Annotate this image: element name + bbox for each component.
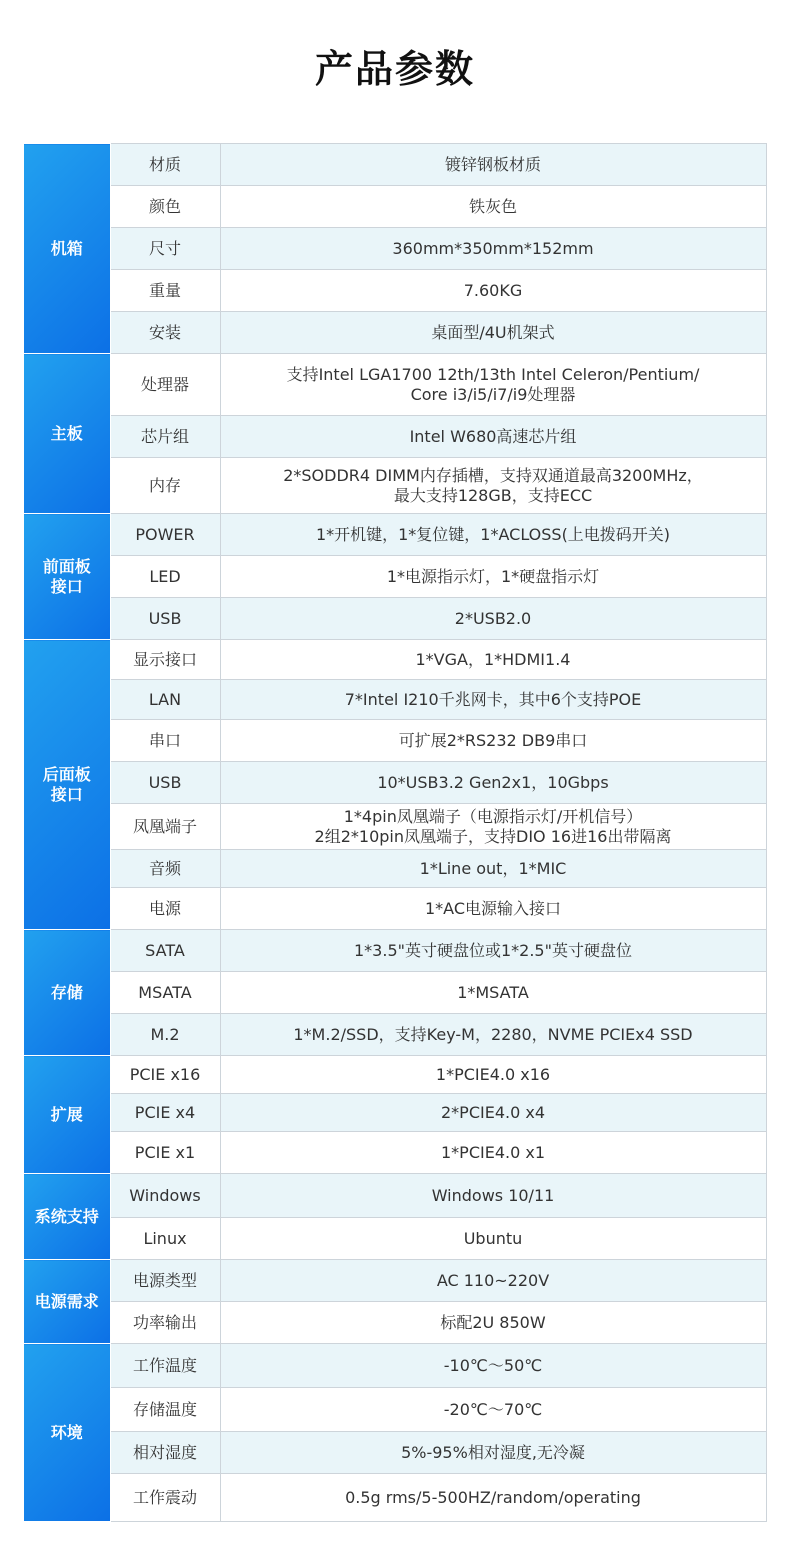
spec-label: 存储温度 bbox=[110, 1388, 220, 1432]
spec-row bbox=[24, 1432, 766, 1474]
spec-value: 1*PCIE4.0 x16 bbox=[220, 1056, 766, 1094]
spec-value: 2*USB2.0 bbox=[220, 598, 766, 640]
spec-value: 1*4pin凤凰端子（电源指示灯/开机信号） 2组2*10pin凤凰端子，支持DIO 16进16出带隔离 bbox=[220, 804, 766, 850]
spec-row bbox=[24, 1344, 766, 1388]
spec-value: 1*3.5"英寸硬盘位或1*2.5"英寸硬盘位 bbox=[220, 930, 766, 972]
spec-row bbox=[24, 144, 766, 186]
spec-value: 铁灰色 bbox=[220, 186, 766, 228]
spec-row bbox=[24, 556, 766, 598]
spec-row bbox=[24, 354, 766, 416]
spec-value: 1*VGA，1*HDMI1.4 bbox=[220, 640, 766, 680]
spec-label: 尺寸 bbox=[110, 228, 220, 270]
spec-label: 功率输出 bbox=[110, 1302, 220, 1344]
spec-row bbox=[24, 1056, 766, 1094]
spec-label: 凤凰端子 bbox=[110, 804, 220, 850]
spec-row bbox=[24, 186, 766, 228]
spec-label: Windows bbox=[110, 1174, 220, 1218]
spec-row bbox=[24, 804, 766, 850]
spec-row bbox=[24, 1218, 766, 1260]
spec-label: 串口 bbox=[110, 720, 220, 762]
spec-label: 工作震动 bbox=[110, 1474, 220, 1522]
section-category: 系统支持 bbox=[24, 1174, 110, 1260]
section-category: 后面板 接口 bbox=[24, 640, 110, 930]
spec-row bbox=[24, 1132, 766, 1174]
spec-label: LED bbox=[110, 556, 220, 598]
spec-label: 电源 bbox=[110, 888, 220, 930]
spec-value: 1*MSATA bbox=[220, 972, 766, 1014]
spec-row bbox=[24, 1014, 766, 1056]
spec-value: AC 110~220V bbox=[220, 1260, 766, 1302]
spec-row bbox=[24, 270, 766, 312]
spec-row bbox=[24, 514, 766, 556]
spec-label: POWER bbox=[110, 514, 220, 556]
spec-label: 重量 bbox=[110, 270, 220, 312]
spec-value: -20℃～70℃ bbox=[220, 1388, 766, 1432]
spec-label: 安装 bbox=[110, 312, 220, 354]
spec-row bbox=[24, 1174, 766, 1218]
spec-value: 标配2U 850W bbox=[220, 1302, 766, 1344]
spec-row bbox=[24, 762, 766, 804]
spec-row bbox=[24, 850, 766, 888]
spec-label: MSATA bbox=[110, 972, 220, 1014]
spec-value: 1*电源指示灯，1*硬盘指示灯 bbox=[220, 556, 766, 598]
spec-row bbox=[24, 416, 766, 458]
spec-label: M.2 bbox=[110, 1014, 220, 1056]
spec-value: 1*PCIE4.0 x1 bbox=[220, 1132, 766, 1174]
spec-label: LAN bbox=[110, 680, 220, 720]
spec-label: USB bbox=[110, 762, 220, 804]
spec-label: PCIE x16 bbox=[110, 1056, 220, 1094]
spec-row bbox=[24, 1302, 766, 1344]
spec-row bbox=[24, 1474, 766, 1522]
section-category: 存储 bbox=[24, 930, 110, 1056]
spec-value: 360mm*350mm*152mm bbox=[220, 228, 766, 270]
spec-table-body bbox=[24, 144, 766, 1522]
spec-table bbox=[24, 143, 767, 1522]
section-category: 机箱 bbox=[24, 144, 110, 354]
spec-label: 内存 bbox=[110, 458, 220, 514]
spec-value: 1*M.2/SSD，支持Key-M，2280，NVME PCIEx4 SSD bbox=[220, 1014, 766, 1056]
spec-row bbox=[24, 458, 766, 514]
spec-value: -10℃～50℃ bbox=[220, 1344, 766, 1388]
section-category: 主板 bbox=[24, 354, 110, 514]
spec-row bbox=[24, 720, 766, 762]
spec-row bbox=[24, 680, 766, 720]
spec-row bbox=[24, 312, 766, 354]
spec-label: PCIE x4 bbox=[110, 1094, 220, 1132]
spec-label: PCIE x1 bbox=[110, 1132, 220, 1174]
spec-label: 处理器 bbox=[110, 354, 220, 416]
spec-value: 镀锌钢板材质 bbox=[220, 144, 766, 186]
spec-label: 显示接口 bbox=[110, 640, 220, 680]
spec-row bbox=[24, 888, 766, 930]
section-category: 前面板 接口 bbox=[24, 514, 110, 640]
spec-value: 2*SODDR4 DIMM内存插槽，支持双通道最高3200MHz， 最大支持128GB，支持ECC bbox=[220, 458, 766, 514]
spec-label: 材质 bbox=[110, 144, 220, 186]
spec-value: 1*AC电源输入接口 bbox=[220, 888, 766, 930]
spec-value: Windows 10/11 bbox=[220, 1174, 766, 1218]
spec-label: 颜色 bbox=[110, 186, 220, 228]
section-category: 电源需求 bbox=[24, 1260, 110, 1344]
spec-row bbox=[24, 1094, 766, 1132]
spec-label: 电源类型 bbox=[110, 1260, 220, 1302]
spec-row bbox=[24, 972, 766, 1014]
spec-label: USB bbox=[110, 598, 220, 640]
spec-value: 10*USB3.2 Gen2x1，10Gbps bbox=[220, 762, 766, 804]
spec-row bbox=[24, 930, 766, 972]
section-category: 扩展 bbox=[24, 1056, 110, 1174]
spec-value: 1*开机键，1*复位键，1*ACLOSS(上电拨码开关) bbox=[220, 514, 766, 556]
spec-value: 可扩展2*RS232 DB9串口 bbox=[220, 720, 766, 762]
spec-row bbox=[24, 640, 766, 680]
spec-value: Ubuntu bbox=[220, 1218, 766, 1260]
section-category: 环境 bbox=[24, 1344, 110, 1522]
spec-label: 芯片组 bbox=[110, 416, 220, 458]
spec-value: Intel W680高速芯片组 bbox=[220, 416, 766, 458]
spec-value: 2*PCIE4.0 x4 bbox=[220, 1094, 766, 1132]
spec-value: 7*Intel I210千兆网卡，其中6个支持POE bbox=[220, 680, 766, 720]
spec-label: SATA bbox=[110, 930, 220, 972]
spec-row bbox=[24, 598, 766, 640]
spec-label: 音频 bbox=[110, 850, 220, 888]
spec-value: 桌面型/4U机架式 bbox=[220, 312, 766, 354]
spec-value: 7.60KG bbox=[220, 270, 766, 312]
spec-label: 相对湿度 bbox=[110, 1432, 220, 1474]
spec-row bbox=[24, 1260, 766, 1302]
spec-value: 支持Intel LGA1700 12th/13th Intel Celeron/Pentium/ Core i3/i5/i7/i9处理器 bbox=[220, 354, 766, 416]
spec-label: 工作温度 bbox=[110, 1344, 220, 1388]
page-title: 产品参数 bbox=[314, 47, 475, 91]
spec-value: 1*Line out，1*MIC bbox=[220, 850, 766, 888]
spec-label: Linux bbox=[110, 1218, 220, 1260]
spec-value: 5%-95%相对湿度,无冷凝 bbox=[220, 1432, 766, 1474]
spec-row bbox=[24, 228, 766, 270]
spec-row bbox=[24, 1388, 766, 1432]
spec-value: 0.5g rms/5-500HZ/random/operating bbox=[220, 1474, 766, 1522]
